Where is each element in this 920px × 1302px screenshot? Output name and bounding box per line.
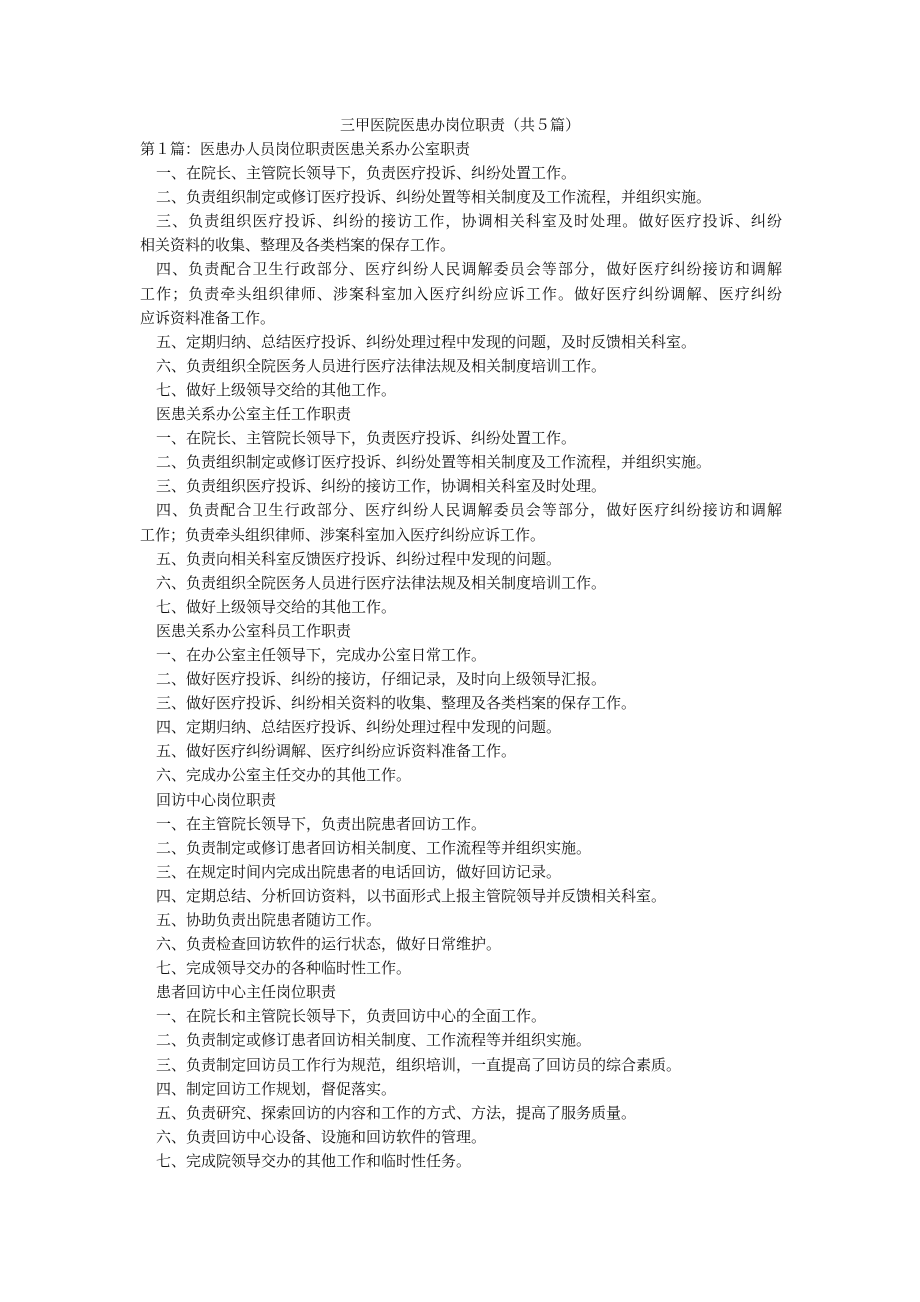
text-line: 三、做好医疗投诉、纠纷相关资料的收集、整理及各类档案的保存工作。 — [156, 694, 637, 713]
text-line: 七、完成院领导交办的其他工作和临时性任务。 — [156, 1151, 472, 1170]
text-line: 二、负责制定或修订患者回访相关制度、工作流程等并组织实施。 — [156, 1031, 592, 1050]
text-line: 第１篇：医患办人员岗位职责医患关系办公室职责 — [140, 140, 471, 158]
text-line: 相关资料的收集、整理及各类档案的保存工作。 — [140, 236, 456, 255]
text-line: 七、做好上级领导交给的其他工作。 — [156, 597, 397, 616]
text-line: 一、在院长、主管院长领导下，负责医疗投诉、纠纷处置工作。 — [156, 429, 577, 448]
text-line: 医患关系办公室主任工作职责 — [156, 405, 352, 424]
text-line: 一、在院长和主管院长领导下，负责回访中心的全面工作。 — [156, 1007, 547, 1026]
text-line: 应诉资料准备工作。 — [140, 308, 276, 327]
text-line: 回访中心岗位职责 — [156, 790, 277, 809]
text-line: 六、负责组织全院医务人员进行医疗法律法规及相关制度培训工作。 — [156, 573, 607, 592]
text-line: 六、负责检查回访软件的运行状态，做好日常维护。 — [156, 935, 502, 954]
text-line: 六、完成办公室主任交办的其他工作。 — [156, 766, 412, 785]
text-line: 七、做好上级领导交给的其他工作。 — [156, 380, 397, 399]
text-line: 一、在院长、主管院长领导下，负责医疗投诉、纠纷处置工作。 — [156, 164, 577, 183]
text-line: 六、负责回访中心设备、设施和回访软件的管理。 — [156, 1127, 487, 1146]
text-line: 三、负责组织医疗投诉、纠纷的接访工作，协调相关科室及时处理。 — [156, 477, 607, 496]
text-line: 四、制定回访工作规划，督促落实。 — [156, 1079, 397, 1098]
text-line: 五、负责向相关科室反馈医疗投诉、纠纷过程中发现的问题。 — [156, 549, 562, 568]
text-line: 二、负责制定或修订患者回访相关制度、工作流程等并组织实施。 — [156, 838, 592, 857]
text-line: 五、做好医疗纠纷调解、医疗纠纷应诉资料准备工作。 — [156, 742, 517, 761]
text-line: 五、协助负责出院患者随访工作。 — [156, 911, 382, 929]
text-line: 六、负责组织全院医务人员进行医疗法律法规及相关制度培训工作。 — [156, 356, 607, 375]
text-line: 三、在规定时间内完成出院患者的电话回访，做好回访记录。 — [156, 862, 562, 881]
document-title: 三甲医院医患办岗位职责（共５篇） — [339, 116, 580, 134]
text-line: 工作；负责牵头组织律师、涉案科室加入医疗纠纷应诉工作。做好医疗纠纷调解、医疗纠纷 — [140, 284, 782, 303]
text-line: 患者回访中心主任岗位职责 — [156, 983, 337, 1002]
text-line: 一、在主管院长领导下，负责出院患者回访工作。 — [156, 814, 487, 833]
text-line: 四、定期总结、分析回访资料，以书面形式上报主管院领导并反馈相关科室。 — [156, 886, 667, 905]
text-line: 二、负责组织制定或修订医疗投诉、纠纷处置等相关制度及工作流程，并组织实施。 — [156, 453, 712, 472]
document-body — [140, 137, 782, 1173]
text-line: 医患关系办公室科员工作职责 — [156, 621, 352, 640]
text-line: 三、负责制定回访员工作行为规范，组织培训，一直提高了回访员的综合素质。 — [156, 1055, 682, 1074]
text-line: 五、定期归纳、总结医疗投诉、纠纷处理过程中发现的问题，及时反馈相关科室。 — [156, 332, 697, 351]
text-line: 四、负责配合卫生行政部分、医疗纠纷人民调解委员会等部分，做好医疗纠纷接访和调解 — [156, 260, 782, 279]
text-line: 四、定期归纳、总结医疗投诉、纠纷处理过程中发现的问题。 — [156, 718, 562, 737]
text-line: 四、负责配合卫生行政部分、医疗纠纷人民调解委员会等部分，做好医疗纠纷接访和调解 — [156, 501, 782, 520]
text-line: 一、在办公室主任领导下，完成办公室日常工作。 — [156, 645, 487, 664]
text-line: 二、做好医疗投诉、纠纷的接访，仔细记录，及时向上级领导汇报。 — [156, 670, 607, 689]
text-line: 七、完成领导交办的各种临时性工作。 — [156, 959, 412, 978]
text-line: 工作；负责牵头组织律师、涉案科室加入医疗纠纷应诉工作。 — [140, 525, 546, 544]
text-line: 三、负责组织医疗投诉、纠纷的接访工作，协调相关科室及时处理。做好医疗投诉、纠纷 — [156, 212, 782, 231]
text-line: 二、负责组织制定或修订医疗投诉、纠纷处置等相关制度及工作流程，并组织实施。 — [156, 188, 712, 207]
text-line: 五、负责研究、探索回访的内容和工作的方式、方法，提高了服务质量。 — [156, 1103, 637, 1122]
